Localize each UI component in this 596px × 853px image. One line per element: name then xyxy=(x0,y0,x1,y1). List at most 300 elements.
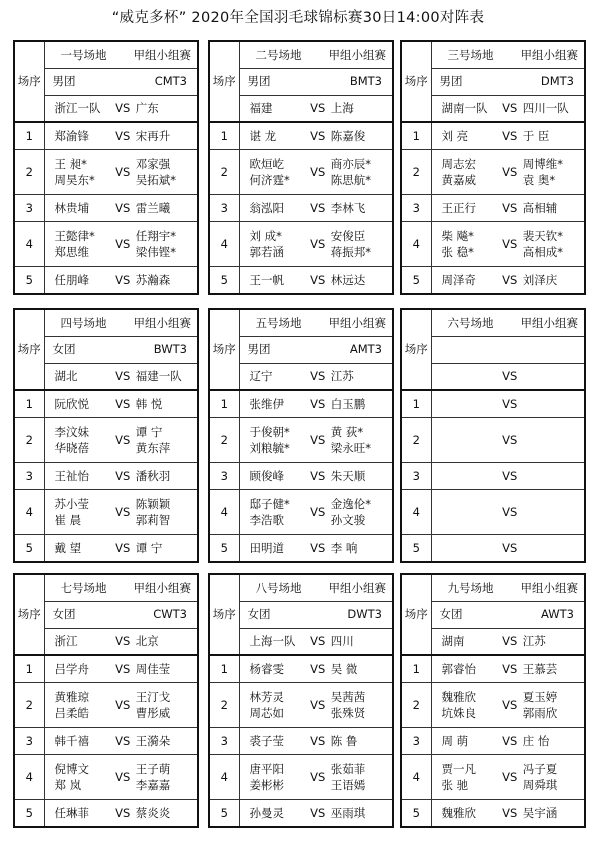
player-a xyxy=(442,156,497,188)
team-type: 女团 xyxy=(52,342,76,357)
seq-header: 场序 xyxy=(209,41,239,122)
player-name: 夏玉婷 xyxy=(522,689,558,704)
player-b xyxy=(136,468,191,484)
teams-cell xyxy=(239,95,393,122)
player-name: 于俊朝* xyxy=(249,424,290,439)
player-a xyxy=(442,805,497,821)
player-a xyxy=(250,468,305,484)
player-b xyxy=(136,661,191,677)
schedule-table xyxy=(13,573,199,828)
match-row xyxy=(14,390,198,417)
match-row xyxy=(401,267,585,294)
player-b xyxy=(136,272,191,288)
vs-label: VS xyxy=(115,369,131,384)
player-name: 巫雨琪 xyxy=(330,806,366,821)
match-row xyxy=(401,149,585,194)
match-number: 4 xyxy=(14,490,44,535)
vs-label: VS xyxy=(502,369,518,384)
player-b xyxy=(331,468,386,484)
match-row xyxy=(209,655,393,682)
court-panel xyxy=(13,308,199,563)
vs-label: VS xyxy=(310,634,326,649)
player-a xyxy=(55,540,110,556)
player-name: 李 响 xyxy=(330,541,358,556)
player-name: 宋再升 xyxy=(135,129,171,144)
match-row xyxy=(209,463,393,490)
court-header xyxy=(239,309,393,336)
player-b xyxy=(331,396,386,412)
player-name: 周志宏 xyxy=(441,156,476,171)
player-name: 田明道 xyxy=(249,541,284,556)
player-name: 张茹菲 xyxy=(330,762,366,777)
teams-cell xyxy=(44,628,198,655)
match-type-cell xyxy=(239,601,393,628)
player-name: 周舜琪 xyxy=(522,778,558,793)
match-number: 1 xyxy=(401,655,431,682)
player-a xyxy=(442,761,497,793)
team-type: 男团 xyxy=(439,74,463,89)
player-b xyxy=(523,228,578,260)
group-name: 甲组小组赛 xyxy=(520,315,578,330)
player-a xyxy=(55,396,110,412)
player-name: 李汶妹 xyxy=(54,424,89,439)
player-b xyxy=(523,128,578,144)
court-panel xyxy=(208,308,394,563)
player-b xyxy=(136,200,191,216)
player-a xyxy=(442,200,497,216)
match-number: 4 xyxy=(14,222,44,267)
team-a: 浙江一队 xyxy=(54,101,101,116)
vs-label: VS xyxy=(502,661,518,676)
match-number: 5 xyxy=(14,267,44,294)
match-code: BWT3 xyxy=(153,342,187,357)
match-type-cell xyxy=(44,68,198,95)
teams-cell xyxy=(44,363,198,390)
teams-cell xyxy=(431,363,585,390)
player-name: 梁永旺* xyxy=(330,440,371,455)
teams-cell xyxy=(44,95,198,122)
match-row xyxy=(14,463,198,490)
player-a xyxy=(55,805,110,821)
player-name: 林远达 xyxy=(330,273,366,288)
teams-cell xyxy=(431,95,585,122)
match-code: AWT3 xyxy=(541,607,574,622)
team-b: 福建一队 xyxy=(135,369,182,384)
player-name: 邸子健* xyxy=(249,497,290,512)
court-grid xyxy=(13,40,586,840)
player-name: 商亦辰* xyxy=(330,156,371,171)
player-a xyxy=(442,689,497,721)
player-name: 周泽奇 xyxy=(441,273,476,288)
player-b xyxy=(331,272,386,288)
match-row xyxy=(209,122,393,149)
team-a: 福建 xyxy=(249,101,273,116)
vs-label: VS xyxy=(115,770,131,785)
match-number: 1 xyxy=(401,122,431,149)
match-row xyxy=(209,222,393,267)
match-number: 2 xyxy=(209,417,239,462)
vs-label: VS xyxy=(115,164,131,179)
match-row xyxy=(14,417,198,462)
match-number: 5 xyxy=(14,535,44,562)
player-b xyxy=(523,200,578,216)
match-number: 4 xyxy=(209,222,239,267)
team-b: 四川一队 xyxy=(522,101,569,116)
vs-label: VS xyxy=(310,540,326,555)
player-a xyxy=(55,128,110,144)
player-b xyxy=(136,805,191,821)
match-number: 5 xyxy=(209,800,239,827)
match-row xyxy=(14,682,198,727)
team-a: 上海一队 xyxy=(249,634,296,649)
team-a: 湖南 xyxy=(441,634,465,649)
court-panel xyxy=(400,308,586,563)
player-name: 王语嫣 xyxy=(330,778,366,793)
player-a xyxy=(442,540,497,556)
player-name: 杨睿雯 xyxy=(249,662,284,677)
match-row xyxy=(14,195,198,222)
match-number: 3 xyxy=(14,195,44,222)
vs-label: VS xyxy=(115,733,131,748)
court-name: 五号场地 xyxy=(255,315,302,330)
player-a xyxy=(55,468,110,484)
group-name: 甲组小组赛 xyxy=(328,315,386,330)
court-panel xyxy=(400,573,586,828)
player-a xyxy=(55,733,110,749)
court-panel xyxy=(400,40,586,295)
match-number: 2 xyxy=(401,417,431,462)
player-name: 何济霆* xyxy=(249,172,290,187)
player-b xyxy=(523,540,578,556)
match-row xyxy=(14,755,198,800)
vs-label: VS xyxy=(502,505,518,520)
player-name: 李浩歌 xyxy=(249,513,284,528)
team-type: 女团 xyxy=(52,607,76,622)
player-b xyxy=(523,689,578,721)
match-row xyxy=(209,535,393,562)
match-row xyxy=(209,195,393,222)
match-row xyxy=(401,800,585,827)
vs-label: VS xyxy=(115,661,131,676)
player-b xyxy=(136,156,191,188)
player-a xyxy=(55,228,110,260)
schedule-table xyxy=(208,308,394,563)
match-row xyxy=(14,800,198,827)
player-b xyxy=(331,424,386,456)
match-row xyxy=(14,490,198,535)
match-type-cell xyxy=(431,68,585,95)
match-number: 1 xyxy=(14,390,44,417)
match-number: 4 xyxy=(401,755,431,800)
vs-label: VS xyxy=(310,697,326,712)
match-type-cell xyxy=(44,601,198,628)
match-number: 1 xyxy=(14,655,44,682)
court-panel xyxy=(208,573,394,828)
player-name xyxy=(442,504,497,520)
player-b xyxy=(523,272,578,288)
match-row xyxy=(401,417,585,462)
player-name: 周佳莹 xyxy=(135,662,171,677)
player-name: 高相辅 xyxy=(522,201,558,216)
match-number: 1 xyxy=(209,390,239,417)
match-row xyxy=(209,267,393,294)
vs-label: VS xyxy=(310,369,326,384)
player-name: 黄嘉威 xyxy=(441,172,476,187)
player-name: 刘 亮 xyxy=(441,129,469,144)
seq-header: 场序 xyxy=(401,574,431,655)
player-a xyxy=(55,496,110,528)
vs-label: VS xyxy=(310,272,326,287)
player-a xyxy=(250,200,305,216)
group-name: 甲组小组赛 xyxy=(133,315,191,330)
vs-label: VS xyxy=(502,540,518,555)
match-number: 3 xyxy=(209,728,239,755)
player-name: 黄雅琼 xyxy=(54,689,89,704)
player-name: 邓家强 xyxy=(135,156,171,171)
team-type: 男团 xyxy=(247,74,271,89)
vs-label: VS xyxy=(502,770,518,785)
vs-label: VS xyxy=(502,805,518,820)
match-number: 3 xyxy=(401,195,431,222)
match-code: BMT3 xyxy=(349,74,382,89)
match-number: 5 xyxy=(209,267,239,294)
player-name: 周昊东* xyxy=(54,172,95,187)
match-type-cell xyxy=(239,68,393,95)
vs-label: VS xyxy=(310,805,326,820)
team-b: 四川 xyxy=(330,634,354,649)
match-row xyxy=(14,122,198,149)
match-row xyxy=(209,149,393,194)
match-number: 5 xyxy=(209,535,239,562)
vs-label: VS xyxy=(115,505,131,520)
player-name: 陈嘉俊 xyxy=(330,129,366,144)
player-name: 陈颖颖 xyxy=(135,497,171,512)
player-name: 孙文骏 xyxy=(330,513,366,528)
player-b xyxy=(523,733,578,749)
vs-label: VS xyxy=(502,697,518,712)
player-name: 陈 鲁 xyxy=(330,734,358,749)
match-row xyxy=(209,490,393,535)
player-a xyxy=(250,496,305,528)
court-header xyxy=(239,41,393,68)
player-b xyxy=(523,504,578,520)
match-type-cell xyxy=(431,336,585,363)
match-number: 2 xyxy=(401,682,431,727)
player-name: 王正行 xyxy=(441,201,476,216)
player-a xyxy=(250,661,305,677)
player-name xyxy=(442,396,497,412)
player-b xyxy=(136,540,191,556)
team-a: 湖北 xyxy=(54,369,78,384)
vs-label: VS xyxy=(502,101,518,116)
vs-label: VS xyxy=(310,101,326,116)
court-panel xyxy=(13,40,199,295)
player-name: 任琳菲 xyxy=(54,806,89,821)
vs-label: VS xyxy=(115,697,131,712)
player-name: 周博维* xyxy=(522,156,563,171)
vs-label: VS xyxy=(310,661,326,676)
group-name: 甲组小组赛 xyxy=(520,47,578,62)
player-a xyxy=(442,468,497,484)
court-header xyxy=(44,574,198,601)
match-number: 3 xyxy=(14,728,44,755)
player-name: 华晓蓓 xyxy=(54,440,89,455)
match-row xyxy=(401,463,585,490)
player-name: 吕学舟 xyxy=(54,662,89,677)
team-a: 浙江 xyxy=(54,634,78,649)
player-b xyxy=(136,128,191,144)
player-name xyxy=(523,540,578,556)
player-name: 郭若涵 xyxy=(249,245,284,260)
player-b xyxy=(523,156,578,188)
player-name: 王慕芸 xyxy=(522,662,558,677)
player-a xyxy=(250,805,305,821)
player-name: 梁伟铿* xyxy=(135,245,176,260)
player-b xyxy=(331,733,386,749)
match-code: CWT3 xyxy=(153,607,187,622)
player-name xyxy=(442,540,497,556)
team-type: 女团 xyxy=(439,607,463,622)
player-name: 白玉鹏 xyxy=(330,397,366,412)
court-header xyxy=(44,41,198,68)
court-name: 二号场地 xyxy=(255,47,302,62)
player-name: 谌 龙 xyxy=(249,129,277,144)
player-name: 孙曼灵 xyxy=(249,806,284,821)
vs-label: VS xyxy=(115,805,131,820)
player-b xyxy=(331,761,386,793)
group-name: 甲组小组赛 xyxy=(520,580,578,595)
vs-label: VS xyxy=(115,432,131,447)
player-name xyxy=(442,432,497,448)
player-name: 韩 悦 xyxy=(135,397,163,412)
player-name: 张 驰 xyxy=(441,778,469,793)
player-b xyxy=(523,761,578,793)
player-name: 魏雅欣 xyxy=(441,689,476,704)
player-a xyxy=(250,128,305,144)
match-number: 1 xyxy=(14,122,44,149)
player-b xyxy=(523,432,578,448)
court-name: 四号场地 xyxy=(60,315,107,330)
player-name: 郑思维 xyxy=(54,245,89,260)
player-name: 刘 成* xyxy=(249,229,282,244)
player-a xyxy=(250,424,305,456)
player-b xyxy=(136,228,191,260)
vs-label: VS xyxy=(502,128,518,143)
match-number: 3 xyxy=(209,463,239,490)
player-a xyxy=(55,200,110,216)
team-a: 湖南一队 xyxy=(441,101,488,116)
page-title: “威克多杯” 2020年全国羽毛球锦标赛30日14:00对阵表 xyxy=(111,10,485,26)
player-name: 安俊臣 xyxy=(330,229,366,244)
player-b xyxy=(136,761,191,793)
player-name: 顾俊峰 xyxy=(249,469,284,484)
player-name: 冯子夏 xyxy=(522,762,558,777)
player-name: 王祉怡 xyxy=(54,469,89,484)
match-row xyxy=(14,655,198,682)
teams-cell xyxy=(239,363,393,390)
player-name: 谭 宁 xyxy=(135,424,163,439)
match-number: 4 xyxy=(209,490,239,535)
match-row xyxy=(14,728,198,755)
player-b xyxy=(331,128,386,144)
court-name: 九号场地 xyxy=(447,580,494,595)
group-name: 甲组小组赛 xyxy=(328,47,386,62)
player-b xyxy=(331,496,386,528)
match-row xyxy=(209,800,393,827)
match-row xyxy=(401,535,585,562)
match-row xyxy=(209,390,393,417)
player-name: 袁 奥* xyxy=(522,172,556,187)
player-name: 林贵埔 xyxy=(54,201,89,216)
player-name: 魏雅欣 xyxy=(441,806,476,821)
match-number: 4 xyxy=(14,755,44,800)
court-header xyxy=(431,574,585,601)
match-number: 4 xyxy=(209,755,239,800)
match-row xyxy=(401,655,585,682)
court-name: 一号场地 xyxy=(60,47,107,62)
match-type-cell xyxy=(44,336,198,363)
player-name: 翁泓阳 xyxy=(249,201,284,216)
player-name: 陈思航* xyxy=(330,172,371,187)
teams-cell xyxy=(239,628,393,655)
match-code: CMT3 xyxy=(154,74,187,89)
player-name: 阮欣悦 xyxy=(54,397,89,412)
vs-label: VS xyxy=(310,396,326,411)
player-name: 张 稳* xyxy=(441,245,474,260)
match-number: 1 xyxy=(209,122,239,149)
match-number: 1 xyxy=(209,655,239,682)
player-a xyxy=(55,661,110,677)
player-name: 张殊贤 xyxy=(330,705,366,720)
vs-label: VS xyxy=(310,432,326,447)
match-number: 2 xyxy=(209,149,239,194)
player-b xyxy=(136,424,191,456)
match-row xyxy=(401,682,585,727)
group-name: 甲组小组赛 xyxy=(328,580,386,595)
vs-label: VS xyxy=(115,396,131,411)
match-row xyxy=(209,682,393,727)
player-a xyxy=(250,761,305,793)
match-row xyxy=(209,417,393,462)
court-name: 三号场地 xyxy=(447,47,494,62)
player-name: 吴茜茜 xyxy=(330,689,366,704)
vs-label: VS xyxy=(502,634,518,649)
player-name: 戴 望 xyxy=(54,541,82,556)
player-name: 苏小莹 xyxy=(54,497,89,512)
player-name: 金逸伦* xyxy=(330,497,371,512)
player-name: 林芳灵 xyxy=(249,689,284,704)
court-header xyxy=(239,574,393,601)
match-row xyxy=(401,755,585,800)
match-row xyxy=(401,195,585,222)
player-a xyxy=(442,272,497,288)
seq-header: 场序 xyxy=(401,309,431,390)
match-number: 4 xyxy=(401,490,431,535)
match-row xyxy=(209,728,393,755)
player-b xyxy=(331,156,386,188)
player-b xyxy=(523,661,578,677)
player-name: 蒋振邦* xyxy=(330,245,371,260)
match-number: 2 xyxy=(401,149,431,194)
schedule-table xyxy=(208,573,394,828)
player-b xyxy=(523,396,578,412)
player-b xyxy=(331,228,386,260)
player-name: 郭雨欣 xyxy=(522,705,558,720)
match-number: 3 xyxy=(401,728,431,755)
team-a: 辽宁 xyxy=(249,369,273,384)
court-name: 七号场地 xyxy=(60,580,107,595)
player-b xyxy=(331,661,386,677)
